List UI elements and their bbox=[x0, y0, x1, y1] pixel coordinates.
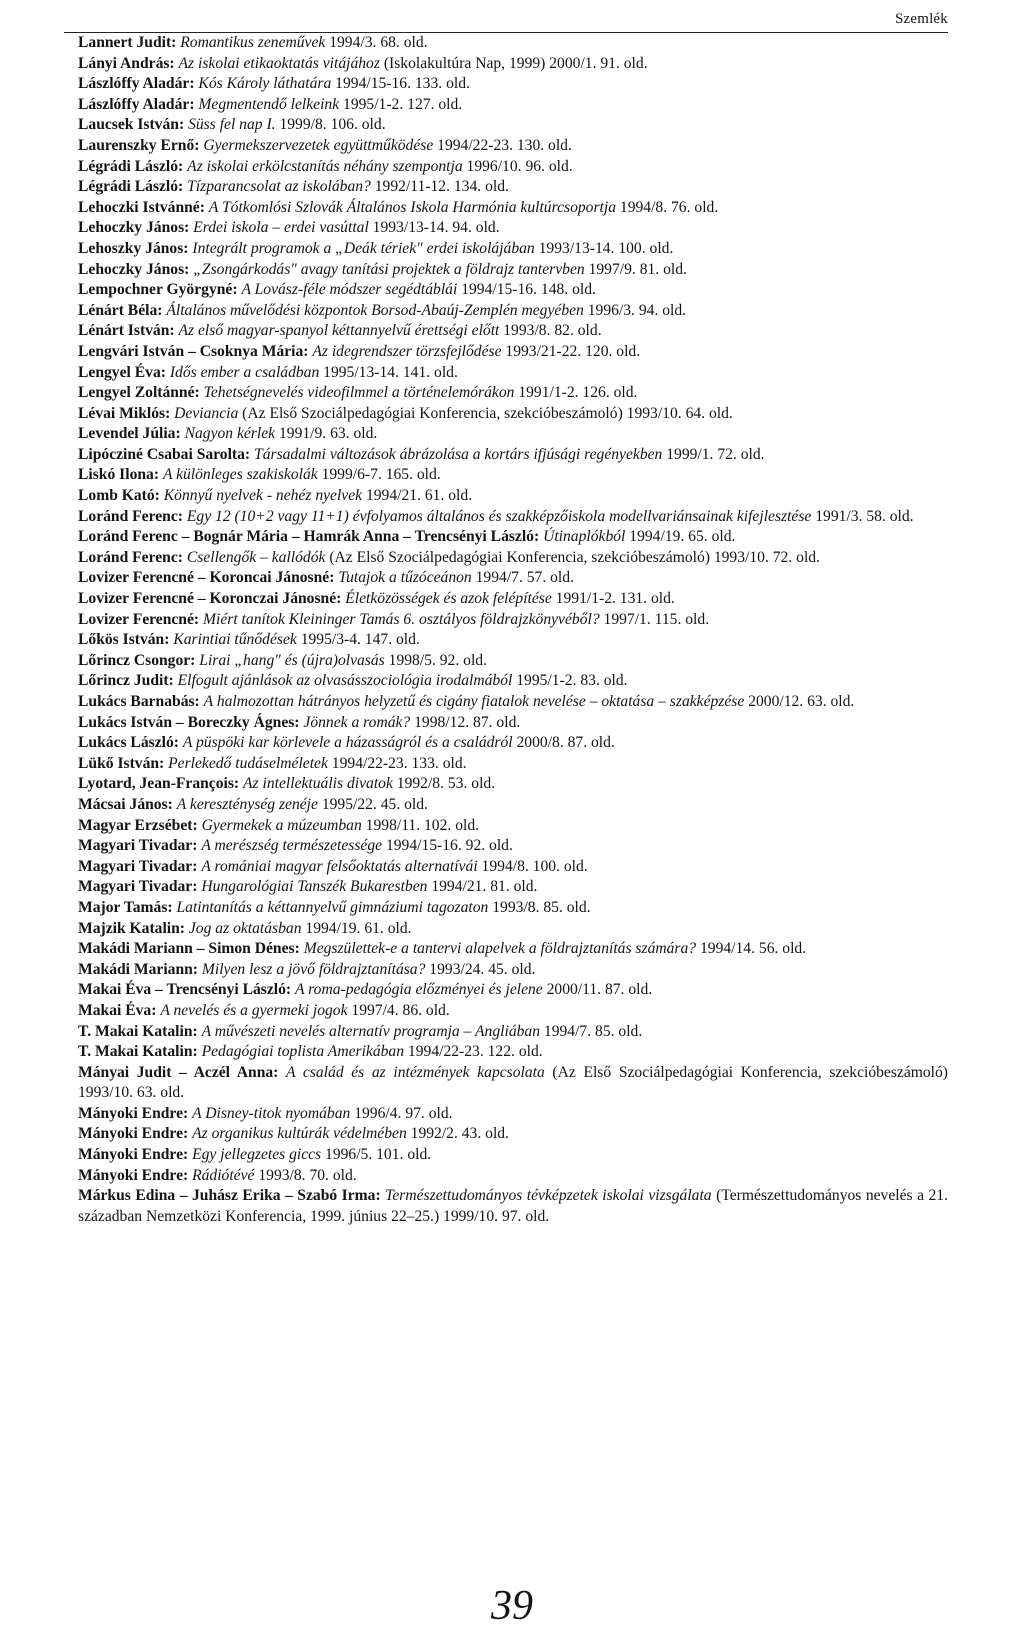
entry-title: Az iskolai erkölcstanítás néhány szempontja bbox=[187, 157, 463, 175]
entry-title: Társadalmi változások ábrázolása a kortárs ifjúsági regényekben bbox=[254, 445, 663, 463]
entry-title: Pedagógiai toplista Amerikában bbox=[201, 1043, 405, 1061]
entry-citation: 1994/15-16. 148. old. bbox=[457, 281, 596, 299]
entry-title: Jönnek a romák? bbox=[303, 713, 411, 731]
entry-citation: 1994/22-23. 133. old. bbox=[327, 754, 467, 772]
bibliography-entry bbox=[78, 527, 948, 548]
entry-title: Lirai „hang" és (újra)olvasás bbox=[199, 651, 385, 669]
entry-title: Az első magyar-spanyol kéttannyelvű érettségi előtt bbox=[178, 322, 500, 340]
entry-title: A nevelés és a gyermeki jogok bbox=[160, 1001, 348, 1019]
entry-author: Makai Éva – Trencsényi László: bbox=[78, 981, 292, 999]
entry-citation: 1991/9. 63. old. bbox=[275, 425, 378, 443]
entry-author: T. Makai Katalin: bbox=[78, 1022, 198, 1040]
entry-title: Tízparancsolat az iskolában? bbox=[187, 178, 371, 196]
entry-title: Integrált programok a „Deák tériek" erdei iskolájában bbox=[192, 239, 535, 257]
page-number: 39 bbox=[491, 1583, 533, 1629]
entry-citation: (Természettudományos nevelés a 21. században Nemzetközi Konferencia, 1999. június 22–25.) 1999/10. 97. old. bbox=[78, 1187, 952, 1225]
entry-citation: 1994/8. 100. old. bbox=[477, 857, 588, 875]
entry-title: Az idegrendszer törzsfejlődése bbox=[312, 342, 502, 360]
entry-citation: 2000/8. 87. old. bbox=[512, 734, 615, 752]
entry-author: Márkus Edina – Juhász Erika – Szabó Irma: bbox=[78, 1187, 381, 1205]
entry-title: Süss fel nap I. bbox=[188, 116, 276, 134]
entry-title: Gyermekszervezetek együttműködése bbox=[203, 136, 434, 154]
entry-title: Az iskolai etikaoktatás vitájához bbox=[178, 54, 380, 72]
entry-title: Erdei iskola – erdei vasúttal bbox=[193, 219, 369, 237]
entry-title: „Zsongárkodás" avagy tanítási projektek a földrajz tantervben bbox=[193, 260, 585, 278]
bibliography-entry bbox=[78, 1042, 948, 1063]
bibliography-entry bbox=[78, 568, 948, 589]
bibliography-entry bbox=[78, 610, 948, 631]
entry-title: Nagyon kérlek bbox=[184, 425, 276, 443]
bibliography-entry bbox=[78, 774, 948, 795]
entry-title: A család és az intézmények kapcsolata bbox=[286, 1063, 545, 1081]
entry-citation: 2000/12. 63. old. bbox=[744, 693, 855, 710]
entry-author: Laucsek István: bbox=[78, 116, 185, 134]
entry-author: Loránd Ferenc: bbox=[78, 548, 183, 566]
entry-author: Loránd Ferenc: bbox=[78, 507, 183, 525]
entry-citation: 1995/3-4. 147. old. bbox=[296, 631, 420, 649]
entry-author: T. Makai Katalin: bbox=[78, 1043, 198, 1061]
entry-citation: (Az Első Szociálpedagógiai Konferencia, szekcióbeszámoló) 1993/10. 63. old. bbox=[78, 1063, 952, 1102]
entry-citation: 1997/9. 81. old. bbox=[584, 260, 687, 278]
bibliography-entry bbox=[78, 1001, 948, 1022]
entry-citation: 1994/21. 61. old. bbox=[362, 487, 473, 505]
entry-citation: 1994/15-16. 133. old. bbox=[331, 75, 470, 93]
entry-citation: 1996/3. 94. old. bbox=[583, 301, 687, 319]
bibliography-entry bbox=[78, 877, 948, 898]
entry-title: A püspöki kar körlevele a házasságról és a családról bbox=[182, 734, 513, 752]
entry-author: Lehoczki Istvánné: bbox=[78, 198, 205, 216]
entry-author: Lőkös István: bbox=[78, 631, 170, 649]
bibliography-entry bbox=[78, 919, 948, 940]
entry-author: Loránd Ferenc – Bognár Mária – Hamrák Anna – Trencsényi László: bbox=[78, 528, 540, 546]
entry-citation: 1993/8. 70. old. bbox=[254, 1166, 357, 1184]
entry-citation: 1999/1. 72. old. bbox=[662, 445, 765, 463]
entry-citation: 1992/2. 43. old. bbox=[406, 1125, 509, 1143]
entry-citation: 1994/8. 76. old. bbox=[616, 198, 719, 216]
entry-author: Liskó Ilona: bbox=[78, 466, 160, 484]
entry-author: Lengyel Éva: bbox=[78, 363, 166, 381]
entry-citation: 1992/11-12. 134. old. bbox=[370, 178, 509, 196]
bibliography-entry bbox=[78, 115, 948, 136]
entry-author: Lovizer Ferencné: bbox=[78, 610, 200, 628]
bibliography-entry bbox=[78, 218, 948, 239]
entry-author: Lovizer Ferencné – Koroncai Jánosné: bbox=[78, 569, 335, 587]
entry-title: Latintanítás a kéttannyelvű gimnáziumi tagozaton bbox=[176, 898, 489, 916]
entry-author: Lászlóffy Aladár: bbox=[78, 75, 195, 93]
entry-author: Makádi Mariann – Simon Dénes: bbox=[78, 940, 300, 958]
entry-author: Lengvári István – Csoknya Mária: bbox=[78, 342, 309, 360]
entry-title: Könnyű nyelvek - nehéz nyelvek bbox=[163, 487, 363, 505]
bibliography-entry bbox=[78, 795, 948, 816]
entry-citation: 1991/3. 58. old. bbox=[811, 507, 914, 525]
entry-citation: 1992/8. 53. old. bbox=[392, 775, 496, 793]
entry-citation: 1998/11. 102. old. bbox=[361, 816, 480, 834]
bibliography-entry bbox=[78, 939, 948, 960]
entry-title: Miért tanítok Kleininger Tamás 6. osztályos földrajzkönyvéből? bbox=[203, 610, 600, 628]
entry-citation: 1993/8. 82. old. bbox=[499, 322, 602, 340]
entry-title: Tehetségnevelés videofilmmel a történelemórákon bbox=[203, 384, 515, 402]
bibliography-entry bbox=[78, 507, 948, 528]
entry-citation: 1999/6-7. 165. old. bbox=[317, 466, 441, 484]
bibliography-entry bbox=[78, 589, 948, 610]
entry-author: Mácsai János: bbox=[78, 795, 173, 813]
entry-title: Útinaplókból bbox=[543, 528, 626, 546]
bibliography-entry bbox=[78, 465, 948, 486]
entry-author: Lányi András: bbox=[78, 54, 175, 72]
bibliography-entry bbox=[78, 713, 948, 734]
entry-citation: 1991/1-2. 131. old. bbox=[551, 590, 675, 608]
entry-title: Deviancia bbox=[174, 404, 239, 422]
entry-author: Lükő István: bbox=[78, 754, 165, 772]
entry-author: Lomb Kató: bbox=[78, 487, 160, 505]
entry-author: Lőrincz Csongor: bbox=[78, 651, 196, 669]
entry-title: A halmozottan hátrányos helyzetű és cigány fiatalok nevelése – oktatása – szakképzése bbox=[203, 693, 745, 710]
entry-citation: 1994/3. 68. old. bbox=[325, 34, 428, 51]
entry-title: A merészség természetessége bbox=[201, 837, 383, 855]
entry-citation: 1995/13-14. 141. old. bbox=[319, 363, 458, 381]
entry-author: Lénárt István: bbox=[78, 322, 175, 340]
entry-author: Mányai Judit – Aczél Anna: bbox=[78, 1063, 279, 1081]
entry-title: Tutajok a tűzóceánon bbox=[338, 569, 472, 587]
entry-citation: 1996/5. 101. old. bbox=[321, 1146, 432, 1164]
bibliography-entry bbox=[78, 754, 948, 775]
entry-title: Életközösségek és azok felépítése bbox=[345, 590, 552, 608]
entry-author: Lempochner Györgyné: bbox=[78, 281, 238, 299]
entry-author: Légrádi László: bbox=[78, 178, 184, 196]
running-header-section: Szemlék bbox=[894, 11, 948, 27]
bibliography-entry bbox=[78, 960, 948, 981]
entry-author: Lukács István – Boreczky Ágnes: bbox=[78, 713, 300, 731]
entry-author: Levendel Júlia: bbox=[78, 425, 181, 443]
entry-author: Magyari Tivadar: bbox=[78, 878, 198, 896]
entry-author: Makádi Mariann: bbox=[78, 960, 198, 978]
entry-title: Csellengők – kallódók bbox=[186, 548, 326, 566]
entry-title: Hungarológiai Tanszék Bukarestben bbox=[201, 878, 428, 896]
entry-title: Megszülettek-e a tantervi alapelvek a földrajztanítás számára? bbox=[303, 940, 697, 958]
entry-title: Általános művelődési központok Borsod-Abaúj-Zemplén megyében bbox=[166, 301, 584, 319]
entry-title: Gyermekek a múzeumban bbox=[201, 816, 362, 834]
entry-citation: 1998/12. 87. old. bbox=[410, 713, 521, 731]
entry-title: Milyen lesz a jövő földrajztanítása? bbox=[201, 960, 426, 978]
entry-citation: 1994/14. 56. old. bbox=[696, 940, 807, 958]
entry-author: Laurenszky Ernő: bbox=[78, 136, 200, 154]
entry-title: Kós Károly láthatára bbox=[198, 75, 332, 93]
entry-title: Az intellektuális divatok bbox=[243, 775, 393, 793]
bibliography-entry bbox=[78, 239, 948, 260]
entry-author: Magyar Erzsébet: bbox=[78, 816, 198, 834]
entry-citation: 1994/7. 57. old. bbox=[471, 569, 574, 587]
entry-citation: 1994/21. 81. old. bbox=[427, 878, 538, 896]
entry-citation: 1993/8. 85. old. bbox=[488, 898, 591, 916]
entry-citation: 1994/15-16. 92. old. bbox=[382, 837, 513, 855]
entry-author: Lovizer Ferencné – Koronczai Jánosné: bbox=[78, 590, 342, 608]
entry-citation: 1994/22-23. 122. old. bbox=[404, 1043, 543, 1061]
entry-citation: 1998/5. 92. old. bbox=[384, 651, 487, 669]
bibliography-entry bbox=[78, 486, 948, 507]
bibliography-entry bbox=[78, 157, 948, 178]
bibliography-entry bbox=[78, 301, 948, 322]
entry-citation: (Az Első Szociálpedagógiai Konferencia, szekcióbeszámoló) 1993/10. 64. old. bbox=[238, 404, 733, 422]
entry-author: Lukács Barnabás: bbox=[78, 693, 200, 710]
entry-author: Magyari Tivadar: bbox=[78, 857, 198, 875]
entry-citation: 1991/1-2. 126. old. bbox=[514, 384, 638, 402]
entry-title: Romantikus zeneművek bbox=[180, 34, 326, 51]
entry-title: Természettudományos tévképzetek iskolai vizsgálata bbox=[385, 1187, 712, 1205]
entry-author: Lászlóffy Aladár: bbox=[78, 95, 195, 113]
entry-title: A különleges szakiskolák bbox=[162, 466, 318, 484]
bibliography-entry bbox=[78, 1104, 948, 1125]
bibliography-entry bbox=[78, 548, 948, 569]
entry-title: A Disney-titok nyomában bbox=[192, 1104, 351, 1122]
bibliography-entry bbox=[78, 1124, 948, 1145]
entry-citation: 1995/22. 45. old. bbox=[317, 795, 428, 813]
bibliography-entry bbox=[78, 342, 948, 363]
entry-author: Magyari Tivadar: bbox=[78, 837, 198, 855]
entry-citation: 1993/13-14. 100. old. bbox=[534, 239, 674, 257]
entry-author: Major Tamás: bbox=[78, 898, 173, 916]
entry-title: Megmentendő lelkeink bbox=[198, 95, 340, 113]
bibliography-entry bbox=[78, 1063, 952, 1104]
entry-citation: 1996/10. 96. old. bbox=[462, 157, 573, 175]
entry-author: Lannert Judit: bbox=[78, 34, 177, 51]
entry-citation: 1993/21-22. 120. old. bbox=[501, 342, 641, 360]
entry-citation: 1994/7. 85. old. bbox=[540, 1022, 643, 1040]
bibliography-entry bbox=[78, 671, 948, 692]
entry-citation: 2000/11. 87. old. bbox=[542, 981, 653, 999]
bibliography-entry bbox=[78, 445, 948, 466]
bibliography-entry bbox=[78, 177, 948, 198]
bibliography-entry bbox=[78, 136, 948, 157]
entry-author: Lyotard, Jean-François: bbox=[78, 775, 240, 793]
entry-author: Mányoki Endre: bbox=[78, 1125, 189, 1143]
bibliography-entry bbox=[78, 836, 948, 857]
entry-citation: (Az Első Szociálpedagógiai Konferencia, szekcióbeszámoló) 1993/10. 72. old. bbox=[325, 548, 820, 566]
bibliography-entry bbox=[78, 692, 948, 713]
bibliography-entry bbox=[78, 363, 948, 384]
entry-title: Karintiai tűnődések bbox=[173, 631, 297, 649]
entry-author: Lénárt Béla: bbox=[78, 301, 163, 319]
entry-title: Idős ember a családban bbox=[169, 363, 320, 381]
bibliography-entry bbox=[78, 74, 948, 95]
bibliography-entry bbox=[78, 898, 948, 919]
entry-title: A művészeti nevelés alternatív programja – Angliában bbox=[201, 1022, 541, 1040]
bibliography-entry bbox=[78, 280, 948, 301]
bibliography-entry bbox=[78, 404, 948, 425]
entry-title: A romániai magyar felsőoktatás alternatívái bbox=[201, 857, 478, 875]
entry-citation: 1999/8. 106. old. bbox=[275, 116, 386, 134]
entry-citation: 1993/24. 45. old. bbox=[425, 960, 536, 978]
bibliography-entry bbox=[78, 733, 948, 754]
entry-author: Mányoki Endre: bbox=[78, 1104, 189, 1122]
entry-author: Lehoczky János: bbox=[78, 260, 190, 278]
entry-citation: 1997/1. 115. old. bbox=[599, 610, 710, 628]
entry-citation: 1995/1-2. 83. old. bbox=[512, 672, 628, 690]
bibliography-entry bbox=[78, 1145, 948, 1166]
bibliography-entry bbox=[78, 980, 948, 1001]
bibliography-entry bbox=[78, 260, 948, 281]
entry-author: Lehoszky János: bbox=[78, 239, 189, 257]
bibliography-entry bbox=[78, 651, 948, 672]
entry-author: Lipócziné Csabai Sarolta: bbox=[78, 445, 251, 463]
entry-author: Makai Éva: bbox=[78, 1001, 157, 1019]
entry-author: Mányoki Endre: bbox=[78, 1166, 189, 1184]
entry-title: Elfogult ajánlások az olvasásszociológia irodalmából bbox=[177, 672, 513, 690]
entry-citation: 1993/13-14. 94. old. bbox=[368, 219, 500, 237]
bibliography-entry bbox=[78, 54, 948, 75]
bibliography-entry bbox=[78, 1022, 948, 1043]
entry-title: Az organikus kultúrák védelmében bbox=[192, 1125, 407, 1143]
bibliography-entry bbox=[78, 424, 948, 445]
bibliography-entry bbox=[78, 383, 948, 404]
entry-title: A kereszténység zenéje bbox=[176, 795, 318, 813]
entry-author: Lőrincz Judit: bbox=[78, 672, 174, 690]
entry-title: Rádiótévé bbox=[192, 1166, 255, 1184]
entry-title: Jog az oktatásban bbox=[188, 919, 302, 937]
entry-citation: 1994/19. 61. old. bbox=[301, 919, 412, 937]
entry-author: Lukács László: bbox=[78, 734, 179, 752]
entry-citation: (Iskolakultúra Nap, 1999) 2000/1. 91. old. bbox=[379, 54, 648, 72]
entry-citation: 1996/4. 97. old. bbox=[350, 1104, 453, 1122]
bibliography-list bbox=[78, 33, 952, 1227]
entry-title: Egy 12 (10+2 vagy 11+1) évfolyamos általános és szakképzőiskola modellvariánsainak kifejlesztése bbox=[186, 507, 812, 525]
entry-citation: 1997/4. 86. old. bbox=[347, 1001, 450, 1019]
entry-title: A Lovász-féle módszer segédtáblái bbox=[241, 281, 458, 299]
entry-author: Lengyel Zoltánné: bbox=[78, 384, 200, 402]
entry-author: Majzik Katalin: bbox=[78, 919, 185, 937]
bibliography-entry bbox=[78, 95, 948, 116]
entry-author: Mányoki Endre: bbox=[78, 1146, 189, 1164]
entry-author: Légrádi László: bbox=[78, 157, 184, 175]
bibliography-entry bbox=[78, 33, 948, 54]
bibliography-entry bbox=[78, 857, 948, 878]
entry-author: Lévai Miklós: bbox=[78, 404, 171, 422]
bibliography-entry bbox=[78, 816, 948, 837]
entry-author: Lehoczky János: bbox=[78, 219, 190, 237]
entry-citation: 1994/22-23. 130. old. bbox=[433, 136, 572, 154]
bibliography-entry bbox=[78, 1166, 948, 1187]
entry-title: A Tótkomlósi Szlovák Általános Iskola Harmónia kultúrcsoportja bbox=[208, 198, 616, 216]
entry-title: Perlekedő tudáselméletek bbox=[168, 754, 328, 772]
entry-title: Egy jellegzetes giccs bbox=[192, 1146, 322, 1164]
entry-citation: 1994/19. 65. old. bbox=[625, 528, 736, 546]
bibliography-entry bbox=[78, 321, 948, 342]
bibliography-entry bbox=[78, 630, 948, 651]
entry-title: A roma-pedagógia előzményei és jelene bbox=[295, 981, 543, 999]
entry-citation: 1995/1-2. 127. old. bbox=[339, 95, 463, 113]
bibliography-entry bbox=[78, 198, 948, 219]
bibliography-entry bbox=[78, 1186, 952, 1227]
